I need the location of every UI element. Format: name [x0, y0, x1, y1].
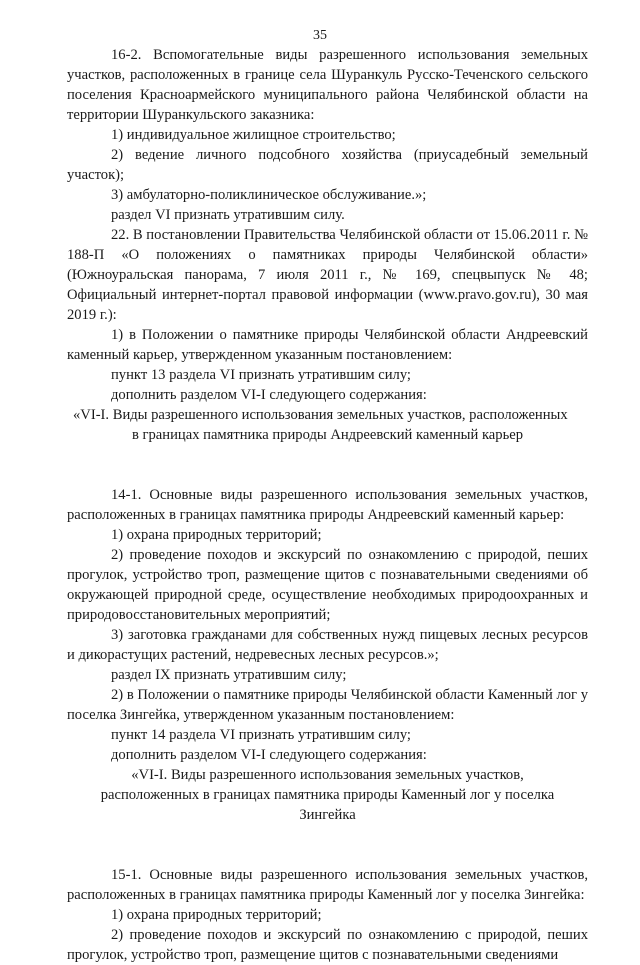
spacer — [67, 845, 588, 865]
paragraph: раздел IX признать утратившим силу; — [111, 667, 347, 683]
section-heading-line: «VI-I. Виды разрешенного использования земельных участков, — [131, 767, 524, 783]
paragraph-16-2: 16-2. Вспомогательные виды разрешенного использования земельных участков, расположенных в границе села Шуранкуль Русско-Теченского сельского поселения Красноармейского муниципального района Челябинской области на территории Шуранкульского заказника: — [67, 47, 588, 123]
spacer — [67, 825, 588, 845]
paragraph: дополнить разделом VI-I следующего содержания: — [111, 747, 427, 763]
paragraph: пункт 13 раздела VI признать утратившим силу; — [111, 367, 411, 383]
section-heading-line: «VI-I. Виды разрешенного использования земельных участков, расположенных — [73, 407, 568, 423]
list-item: 3) заготовка гражданами для собственных нужд пищевых лесных ресурсов и дикорастущих растений, недревесных лесных ресурсов.»; — [67, 627, 588, 663]
paragraph-14-1: 14-1. Основные виды разрешенного использования земельных участков, расположенных в границах памятника природы Андреевский каменный карьер: — [67, 487, 588, 523]
list-item: 2) проведение походов и экскурсий по ознакомлению с природой, пеших прогулок, устройство троп, размещение щитов с познавательными сведениями об окружающей природной среде, осуществление необходимых природоохранных и природовосстановительных мероприятий; — [67, 547, 588, 623]
section-heading-line: Зингейка — [299, 807, 356, 823]
section-heading-line: расположенных в границах памятника природы Каменный лог у поселка — [100, 787, 555, 803]
list-item: 2) проведение походов и экскурсий по ознакомлению с природой, пеших прогулок, устройство троп, размещение щитов с познавательными сведениями — [67, 927, 588, 963]
paragraph-15-1: 15-1. Основные виды разрешенного использования земельных участков, расположенных в границах памятника природы Каменный лог у поселка Зингейка: — [67, 867, 588, 903]
document-body — [67, 45, 588, 965]
list-item: 2) в Положении о памятнике природы Челябинской области Каменный лог у поселка Зингейка, утвержденном указанным постановлением: — [67, 687, 588, 723]
spacer — [67, 465, 588, 485]
paragraph: пункт 14 раздела VI признать утратившим силу; — [111, 727, 411, 743]
list-item: 1) охрана природных территорий; — [111, 527, 322, 543]
list-item: 1) в Положении о памятнике природы Челябинской области Андреевский каменный карьер, утвержденном указанным постановлением: — [67, 327, 588, 363]
spacer — [67, 445, 588, 465]
list-item: 1) охрана природных территорий; — [111, 907, 322, 923]
page-number: 35 — [313, 28, 327, 43]
list-item: 1) индивидуальное жилищное строительство; — [111, 127, 396, 143]
section-heading-line: в границах памятника природы Андреевский каменный карьер — [131, 427, 524, 443]
paragraph: дополнить разделом VI-I следующего содержания: — [111, 387, 427, 403]
list-item: 2) ведение личного подсобного хозяйства (приусадебный земельный участок); — [67, 147, 588, 183]
paragraph-22: 22. В постановлении Правительства Челябинской области от 15.06.2011 г. № 188-П «О положениях о памятниках природы Челябинской области» (Южноуральская панорама, 7 июля 2011 г., № 169, спецвыпуск № 48; Официальный интернет-портал правовой информации (www.pravo.gov.ru), 30 мая 2019 г.): — [67, 227, 588, 323]
paragraph: раздел VI признать утратившим силу. — [111, 207, 345, 223]
list-item: 3) амбулаторно-поликлиническое обслуживание.»; — [111, 187, 427, 203]
